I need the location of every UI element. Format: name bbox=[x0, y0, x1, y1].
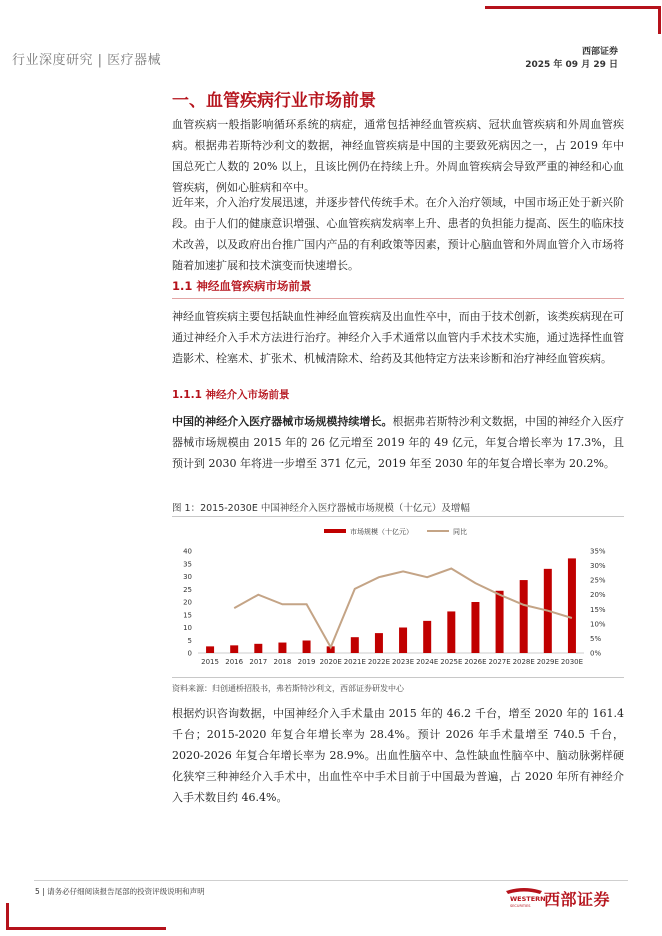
report-date: 2025 年 09 月 29 日 bbox=[525, 60, 618, 70]
figure-bottom-rule bbox=[172, 677, 624, 678]
legend-label-bar: 市场规模（十亿元） bbox=[350, 528, 413, 536]
bar bbox=[471, 602, 479, 653]
x-tick-label: 2020E bbox=[319, 658, 342, 666]
y-right-tick-label: 25% bbox=[590, 576, 606, 585]
paragraph-market-size bbox=[172, 411, 624, 474]
subsection-divider bbox=[172, 298, 624, 299]
paragraph-neurovascular: 神经血管疾病主要包括缺血性神经血管疾病及出血性卒中，而由于技术创新，该类疾病现在可通过神经介入手术方法进行治疗。神经介入手术通常以血管内手术技术实施，通过选择性血管造影术、栓塞术、扩张术、机械清除术、给药及其他特定方法来诊断和治疗神经血管疾病。 bbox=[172, 310, 624, 365]
bar bbox=[423, 621, 431, 653]
bar bbox=[520, 580, 528, 653]
x-tick-label: 2024E bbox=[416, 658, 439, 666]
y-left-tick-label: 20 bbox=[183, 598, 192, 607]
x-tick-label: 2029E bbox=[536, 658, 559, 666]
y-axis-left bbox=[183, 548, 192, 658]
corner-decoration-top bbox=[485, 6, 661, 9]
bar bbox=[375, 633, 383, 653]
paragraph-lead: 中国的神经介入医疗器械市场规模持续增长。 bbox=[172, 415, 393, 428]
x-tick-label: 2019 bbox=[297, 658, 316, 666]
footer-divider bbox=[34, 880, 628, 881]
x-tick-label: 2023E bbox=[391, 658, 415, 666]
subsection-title: 1.1 神经血管疾病市场前景 bbox=[172, 279, 312, 293]
bar bbox=[399, 628, 407, 654]
bar bbox=[254, 644, 262, 653]
x-tick-label: 2017 bbox=[249, 658, 268, 666]
x-tick-label: 2016 bbox=[225, 658, 244, 666]
x-tick-label: 2018 bbox=[273, 658, 292, 666]
paragraph-vascular-intro: 血管疾病一般指影响循环系统的病症，通常包括神经血管疾病、冠状血管疾病和外周血管疾病。根据弗若斯特沙利文的数据，神经血管疾病是中国的主要致死病因之一，占 2019 年中国总死亡人数的 20% 以上，且该比例仍在持续上升。外周血管疾病会导致严重的神经和心血管疾病，例如心脏病和卒中。 bbox=[172, 118, 624, 194]
x-tick-label: 2021E bbox=[343, 658, 366, 666]
market-size-chart bbox=[172, 519, 624, 675]
legend-swatch-bar bbox=[324, 529, 346, 533]
corner-decoration-top-vertical bbox=[658, 6, 661, 34]
y-right-tick-label: 0% bbox=[590, 649, 602, 658]
chart-legend bbox=[324, 527, 467, 536]
bar bbox=[206, 646, 214, 653]
legend-label-line: 同比 bbox=[453, 528, 467, 536]
logo-text-en: WESTERN bbox=[510, 895, 546, 903]
logo-swoosh bbox=[506, 888, 542, 894]
figure-top-rule bbox=[172, 516, 624, 517]
x-tick-label: 2015 bbox=[201, 658, 219, 666]
x-tick-label: 2030E bbox=[560, 658, 584, 666]
y-right-tick-label: 5% bbox=[590, 634, 602, 643]
y-right-tick-label: 20% bbox=[590, 591, 606, 600]
bar bbox=[447, 611, 455, 653]
logo-text-en-sub: SECURITIES bbox=[510, 904, 531, 908]
broker-name: 西部证券 bbox=[581, 47, 618, 57]
footer-disclaimer: 5 | 请务必仔细阅读报告尾部的投资评级说明和声明 bbox=[35, 887, 205, 896]
y-right-tick-label: 35% bbox=[590, 547, 606, 556]
y-left-tick-label: 25 bbox=[183, 585, 192, 594]
y-left-tick-label: 10 bbox=[183, 624, 192, 632]
bar bbox=[568, 558, 576, 653]
corner-decoration-bottom-vertical bbox=[6, 903, 9, 930]
y-right-tick-label: 15% bbox=[590, 605, 606, 614]
y-left-tick-label: 15 bbox=[183, 611, 192, 620]
corner-decoration-bottom bbox=[6, 927, 166, 930]
x-tick-label: 2027E bbox=[488, 658, 511, 666]
y-left-tick-label: 35 bbox=[183, 560, 192, 569]
x-tick-label: 2022E bbox=[367, 658, 391, 666]
paragraph-procedure-volume: 根据灼识咨询数据，中国神经介入手术量由 2015 年的 46.2 千台，增至 2020 年的 161.4 千台；2015-2020 年复合年增长率为 28.4%。预计 2026 年手术量增至 740.5 千台，2020-2026 年复合年增长率为 28.9%。出血性脑卒中、急性缺血性脑卒中、脑动脉粥样硬化狭窄三种神经介入手术中，出血性卒中手术目前于中国最为普遍，占 2020 年所有神经介入手术数目约 46.4%。 bbox=[172, 707, 624, 804]
bar bbox=[303, 641, 311, 653]
paragraph-body: 根据弗若斯特沙利文数据，中国的神经介入医疗器械市场规模由 2015 年的 26 亿元增至 2019 年的 49 亿元，年复合增长率为 17.3%，且预计到 2030 年将进一步增至 371 亿元，2019 年至 2030 年的年复合增长率为 20.2%。 bbox=[172, 415, 624, 470]
y-left-tick-label: 30 bbox=[183, 573, 192, 581]
sub-subsection-title: 1.1.1 神经介入市场前景 bbox=[172, 389, 290, 401]
y-left-tick-label: 5 bbox=[187, 636, 192, 645]
bar bbox=[230, 645, 238, 653]
figure-title: 图 1：2015-2030E 中国神经介入医疗器械市场规模（十亿元）及增幅 bbox=[172, 503, 470, 514]
bar bbox=[351, 637, 359, 653]
bar bbox=[278, 643, 286, 653]
y-left-tick-label: 0 bbox=[187, 649, 192, 658]
y-right-tick-label: 30% bbox=[590, 562, 606, 571]
report-category: 行业深度研究 | 医疗器械 bbox=[12, 53, 162, 68]
x-tick-label: 2028E bbox=[512, 658, 535, 666]
y-axis-right bbox=[590, 548, 606, 658]
x-tick-label: 2025E bbox=[440, 658, 463, 666]
y-right-tick-label: 10% bbox=[590, 620, 606, 629]
bar bbox=[496, 591, 504, 653]
section-title: 一、血管疾病行业市场前景 bbox=[172, 91, 376, 111]
logo-text-cn: 西部证券 bbox=[544, 890, 611, 909]
y-left-tick-label: 40 bbox=[183, 547, 192, 556]
x-axis-labels bbox=[201, 658, 583, 666]
paragraph-interventional: 近年来，介入治疗发展迅速，并逐步替代传统手术。在介入治疗领域，中国市场正处于新兴阶段。由于人们的健康意识增强、心血管疾病发病率上升、患者的负担能力提高、医生的临床技术改善，以及政府出台推广国内产品的有利政策等因素，预计心脑血管和外周血管介入市场将随着加速扩展和技术演变而快速增长。 bbox=[172, 196, 624, 272]
figure-source: 资料来源：归创通桥招股书，弗若斯特沙利文，西部证券研发中心 bbox=[172, 684, 404, 693]
x-tick-label: 2026E bbox=[464, 658, 487, 666]
